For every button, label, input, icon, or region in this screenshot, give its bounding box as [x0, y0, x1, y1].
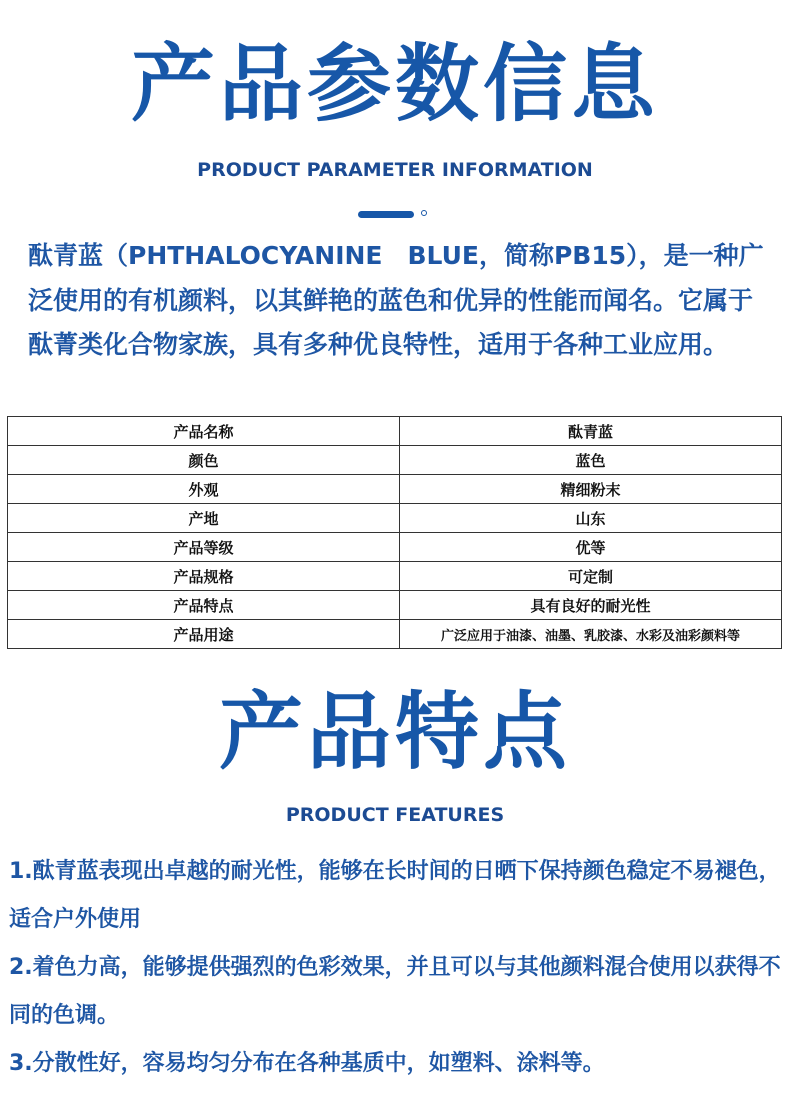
table-row: [8, 533, 782, 562]
list-item: 3.分散性好，容易均匀分布在各种基质中，如塑料、涂料等。: [9, 1051, 605, 1076]
param-value: 山东: [400, 504, 782, 533]
decorative-bar: [358, 211, 414, 218]
parameter-table: [7, 416, 782, 649]
table-row: [8, 446, 782, 475]
table-row: [8, 562, 782, 591]
param-value: 蓝色: [400, 446, 782, 475]
param-value: 酞青蓝: [400, 417, 782, 446]
table-row: [8, 620, 782, 649]
param-value: 广泛应用于油漆、油墨、乳胶漆、水彩及油彩颜料等: [400, 620, 782, 649]
param-value: 具有良好的耐光性: [400, 591, 782, 620]
param-value: 可定制: [400, 562, 782, 591]
param-name: 产品特点: [8, 591, 400, 620]
section-subtitle-features: PRODUCT FEATURES: [285, 804, 505, 826]
param-name: 产地: [8, 504, 400, 533]
intro-paragraph: 酞青蓝（PHTHALOCYANINE BLUE，简称PB15），是一种广泛使用的有机颜料，以其鲜艳的蓝色和优异的性能而闻名。它属于酞菁类化合物家族，具有多种优良特性，适用于各种工业应用。: [28, 241, 764, 359]
decorative-dot: [421, 210, 427, 216]
param-value: 精细粉末: [400, 475, 782, 504]
param-name: 产品规格: [8, 562, 400, 591]
table-row: [8, 591, 782, 620]
param-name: 产品名称: [8, 417, 400, 446]
table-row: [8, 504, 782, 533]
feature-list: [9, 848, 785, 1088]
section-title-parameter: 产品参数信息: [130, 35, 659, 133]
table-row: [8, 475, 782, 504]
param-value: 优等: [400, 533, 782, 562]
param-name: 产品等级: [8, 533, 400, 562]
table-row: [8, 417, 782, 446]
param-name: 颜色: [8, 446, 400, 475]
section-subtitle-parameter: PRODUCT PARAMETER INFORMATION: [197, 159, 593, 181]
list-item: 1.酞青蓝表现出卓越的耐光性，能够在长时间的日晒下保持颜色稳定不易褪色，适合户外使用: [9, 859, 781, 932]
section-title-features: 产品特点: [218, 683, 571, 781]
param-name: 产品用途: [8, 620, 400, 649]
list-item: 2.着色力高，能够提供强烈的色彩效果，并且可以与其他颜料混合使用以获得不同的色调。: [9, 955, 781, 1028]
param-name: 外观: [8, 475, 400, 504]
